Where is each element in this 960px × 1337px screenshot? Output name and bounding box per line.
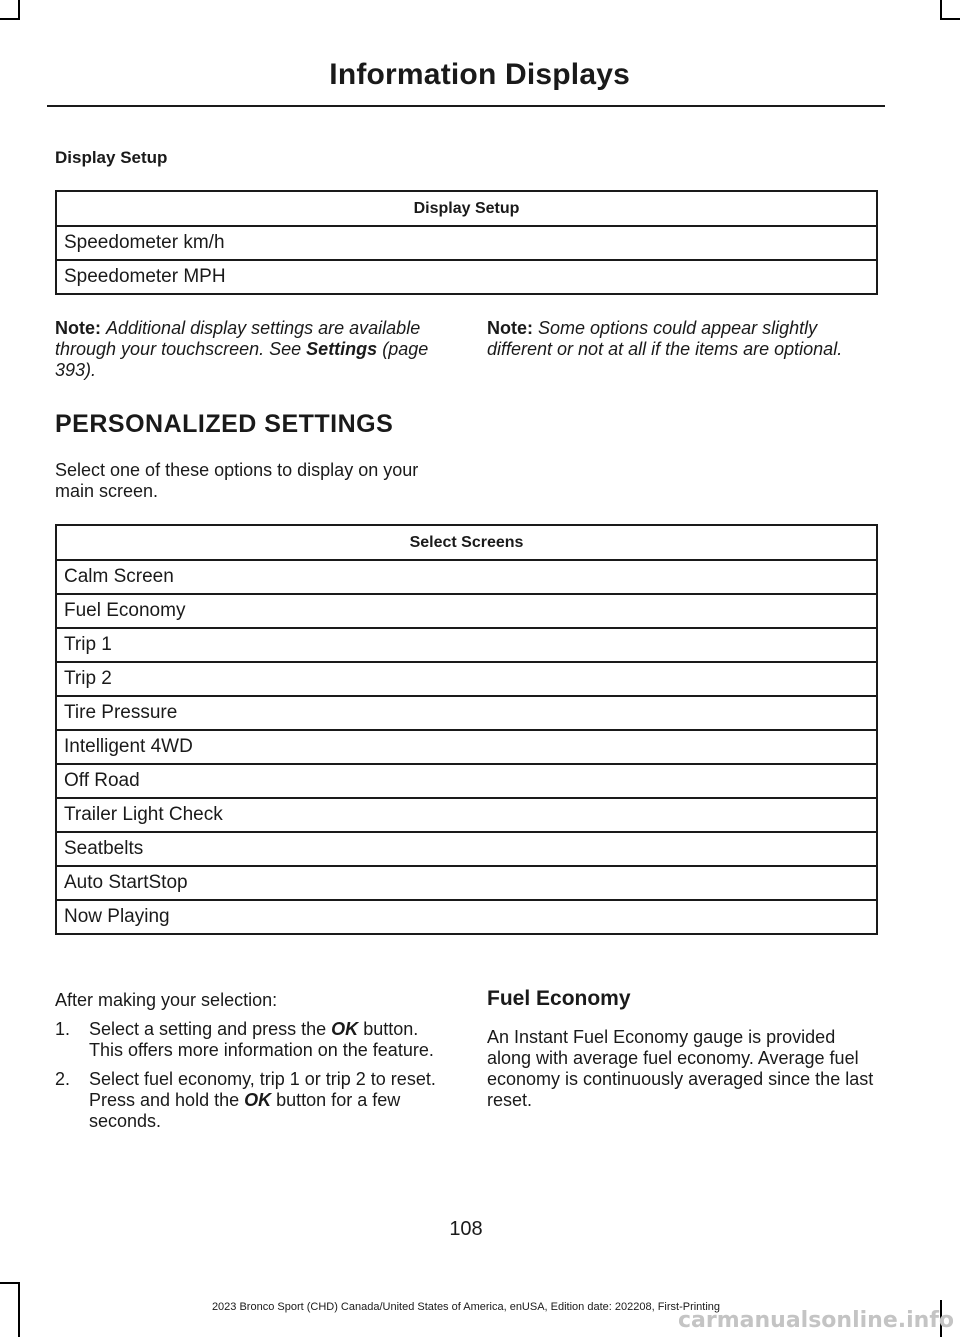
crop-mark [940,18,960,20]
table-row [56,662,877,696]
table-cell: Now Playing [56,900,877,934]
header-divider [47,105,885,107]
table-row [56,730,877,764]
crop-mark [940,0,942,20]
table-row [56,866,877,900]
ok-button-ref: OK [244,1090,272,1110]
watermark: carmanualsonline.info [678,1308,954,1333]
table-row [56,832,877,866]
table-cell: Intelligent 4WD [56,730,877,764]
table-cell: Auto StartStop [56,866,877,900]
step-text: Select fuel economy, trip 1 or trip 2 to reset. Press and hold the [89,1069,436,1110]
list-item [55,1069,440,1132]
crop-mark [0,1282,20,1284]
table-cell: Speedometer MPH [56,260,877,294]
step-text: button. This offers more information on the feature. [89,1019,434,1060]
note-right [487,318,882,360]
table-cell: Tire Pressure [56,696,877,730]
after-selection-intro: After making your selection: [55,990,278,1010]
steps-list [55,1019,440,1140]
note-text: Additional display settings are available through your touchscreen. See [55,318,421,359]
table-row [56,900,877,934]
section-heading: Display Setup [55,148,168,167]
settings-link[interactable]: Settings [306,339,378,359]
table-header: Display Setup [56,191,877,226]
crop-mark [0,18,20,20]
table-cell: Off Road [56,764,877,798]
list-item [55,1019,440,1061]
step-text: Select a setting and press the [89,1019,327,1039]
table-cell: Speedometer km/h [56,226,877,260]
step-number: 1. [55,1019,71,1039]
display-setup-table [55,190,878,295]
note-text: Some options could appear slightly different or not at all if the items are optional. [487,318,843,359]
table-row [56,594,877,628]
table-row [56,764,877,798]
personalized-settings-heading: PERSONALIZED SETTINGS [55,410,394,438]
table-row [56,560,877,594]
note-label: Note: [487,318,533,338]
table-cell: Fuel Economy [56,594,877,628]
note-page-ref: (page 393). [55,339,429,380]
page-title: Information Displays [329,58,630,91]
select-screens-table [55,524,878,935]
table-row [56,260,877,294]
ok-button-ref: OK [331,1019,359,1039]
crop-mark [18,0,20,20]
step-text: button for a few seconds. [89,1090,401,1131]
footer-edition: 2023 Bronco Sport (CHD) Canada/United States of America, enUSA, Edition date: 202208, First-Printing [211,1301,721,1313]
note-label: Note: [55,318,101,338]
fuel-economy-text: An Instant Fuel Economy gauge is provided along with average fuel economy. Average fuel economy is continuously averaged since the last reset. [487,1027,874,1110]
step-number: 2. [55,1069,71,1089]
table-cell: Trip 2 [56,662,877,696]
table-row [56,628,877,662]
table-row [56,696,877,730]
table-cell: Trailer Light Check [56,798,877,832]
personalized-intro: Select one of these options to display on your main screen. [55,460,419,501]
table-row [56,226,877,260]
note-left [55,318,440,381]
table-cell: Seatbelts [56,832,877,866]
page-number: 108 [449,1218,483,1240]
table-cell: Trip 1 [56,628,877,662]
table-header: Select Screens [56,525,877,560]
fuel-economy-heading: Fuel Economy [487,987,631,1010]
table-cell: Calm Screen [56,560,877,594]
table-row [56,798,877,832]
